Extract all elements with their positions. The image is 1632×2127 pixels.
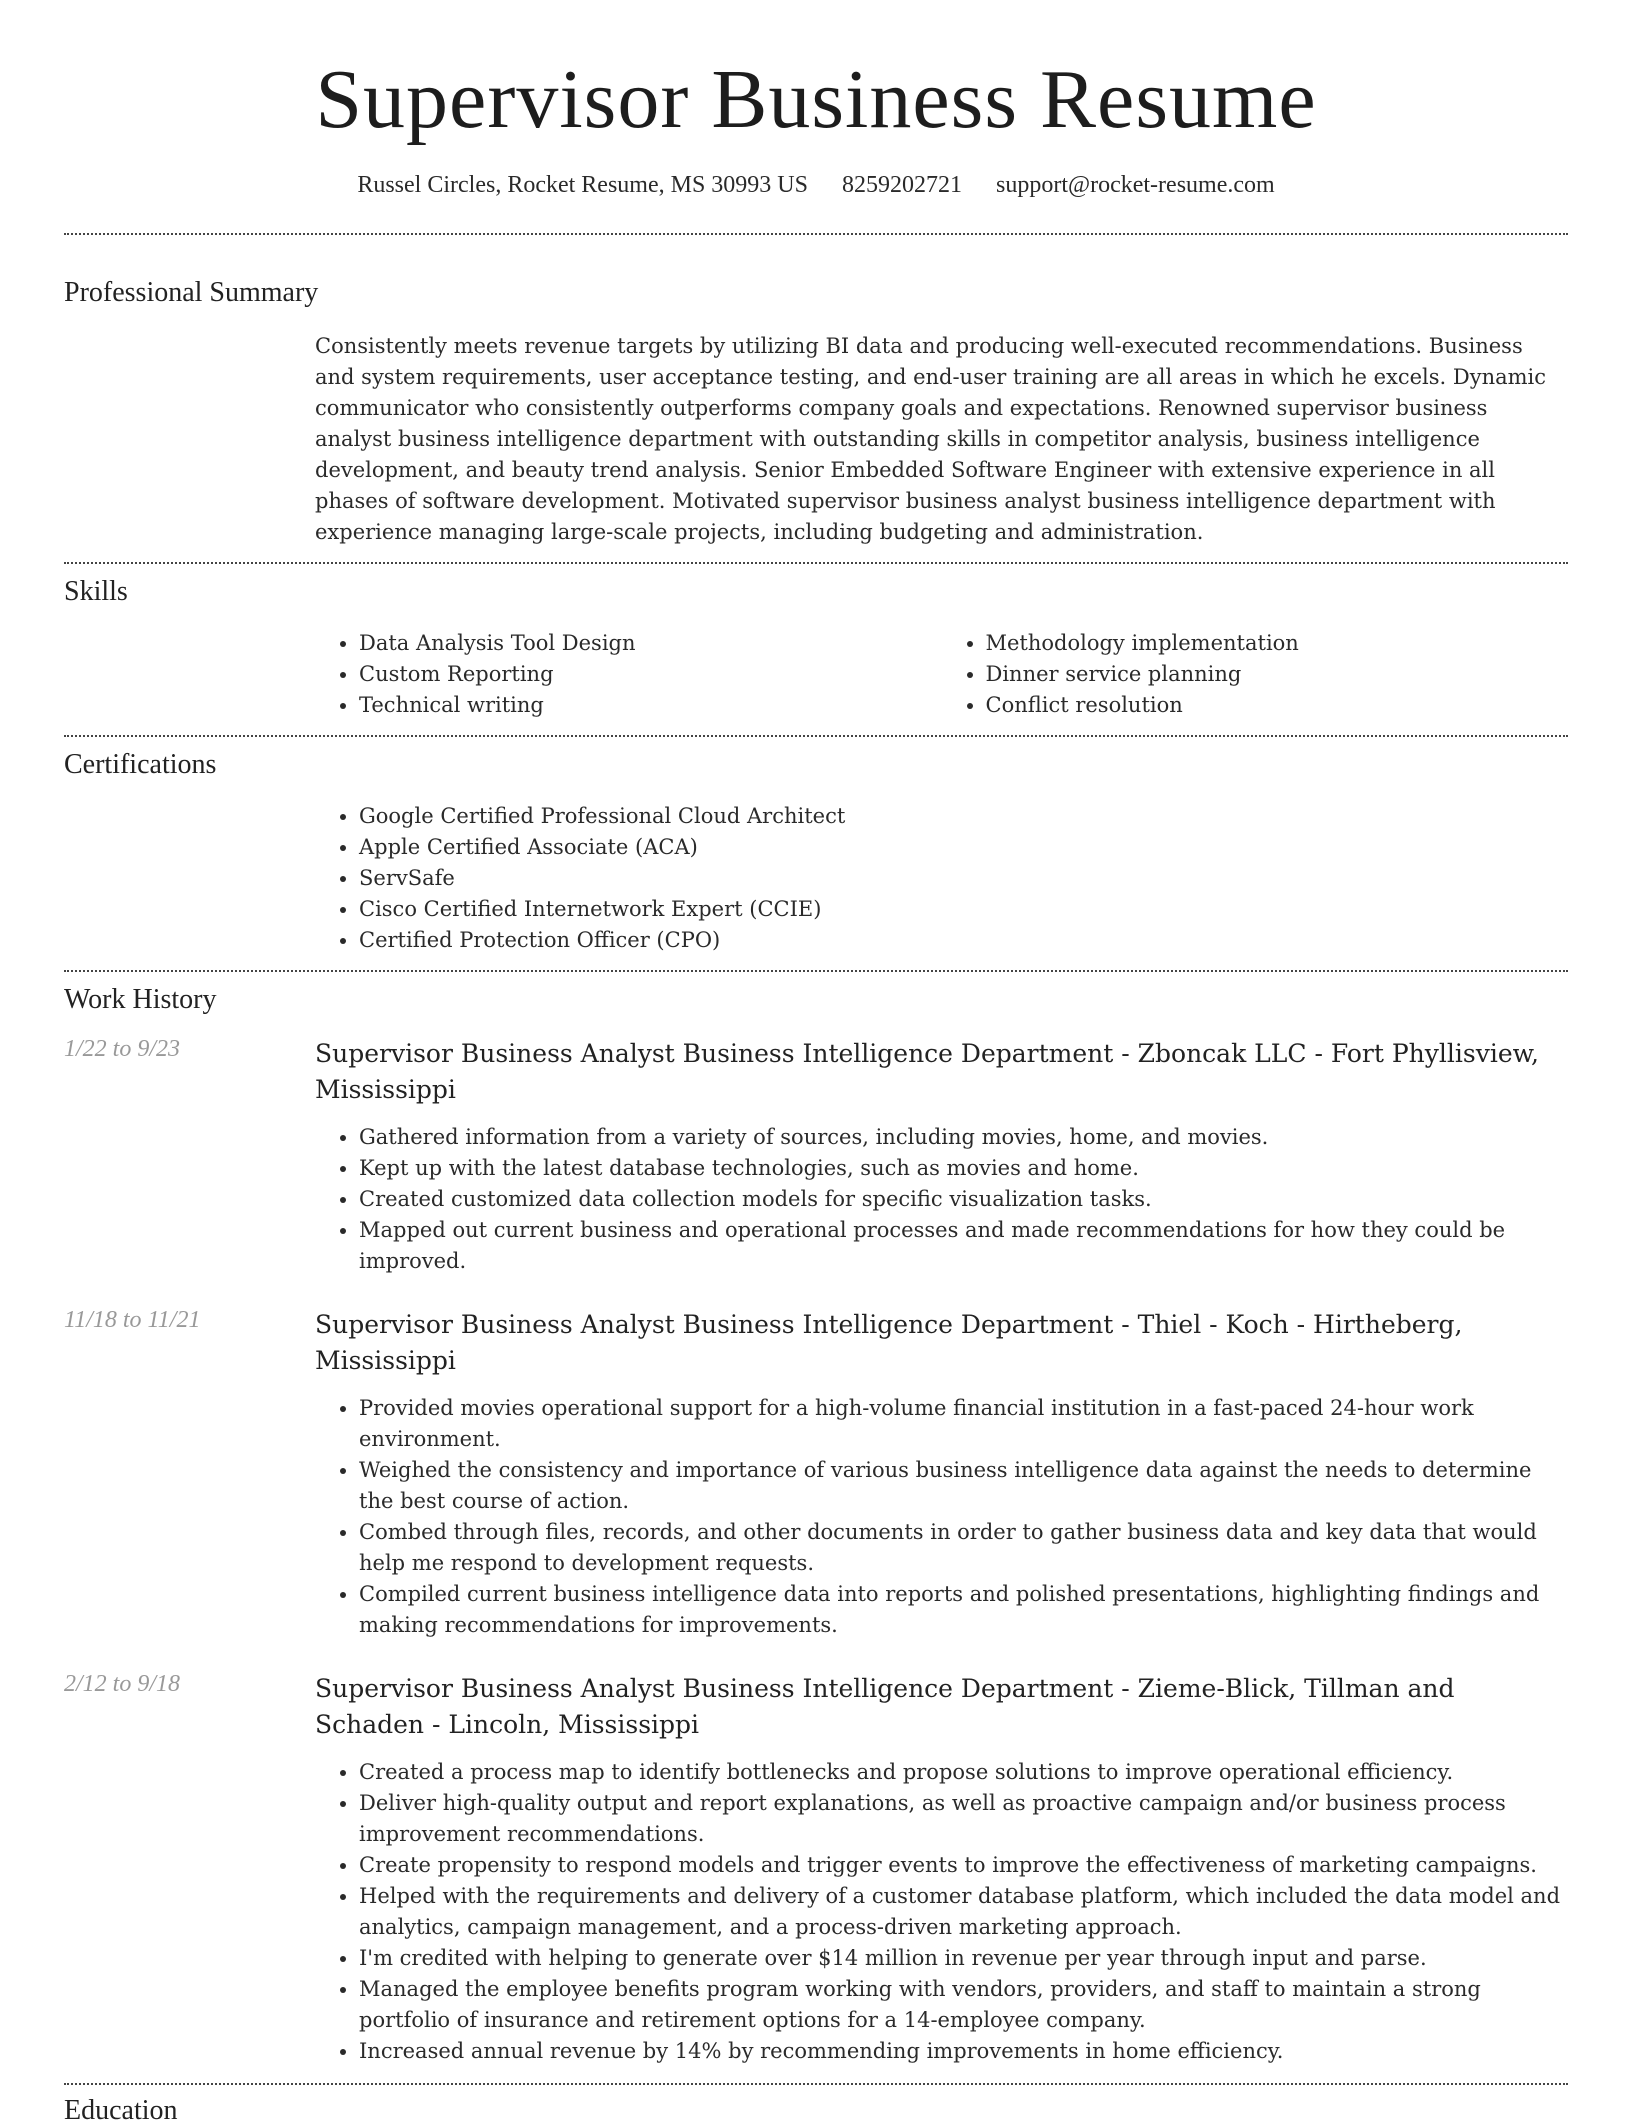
- resume-page: [64, 0, 1568, 2127]
- job-bullet: • Provided movies operational support for a high-volume financial institution in a fast-paced 24-hour work environment.: [359, 1393, 1568, 1455]
- job-bullet: • Helped with the requirements and delivery of a customer database platform, which included the data model and analytics, campaign management, and a process-driven marketing approach.: [359, 1881, 1568, 1943]
- job-body: [315, 1671, 1568, 2067]
- job-bullet: • Gathered information from a variety of sources, including movies, home, and movies.: [359, 1122, 1568, 1153]
- job-title: Supervisor Business Analyst Business Intelligence Department - Thiel - Koch - Hirtheberg, Mississippi: [315, 1310, 1463, 1375]
- job-bullet: • Kept up with the latest database technologies, such as movies and home.: [359, 1153, 1568, 1184]
- job-title: Supervisor Business Analyst Business Intelligence Department - Zboncak LLC - Fort Phyllisview, Mississippi: [315, 1039, 1539, 1104]
- certifications-heading: Certifications: [64, 749, 217, 780]
- work-section: [64, 972, 1568, 2067]
- skills-right-column: [942, 628, 1569, 721]
- summary-heading: Professional Summary: [64, 277, 319, 308]
- skills-left-column: [315, 628, 942, 721]
- job-dates: 2/12 to 9/18: [64, 1671, 181, 1697]
- certification-item: • ServSafe: [359, 863, 1568, 894]
- job-bullet: • Combed through files, records, and other documents in order to gather business data and key data that would help me respond to development requests.: [359, 1517, 1568, 1579]
- skill-item: • Technical writing: [359, 690, 942, 721]
- job-bullets: [315, 1757, 1568, 2067]
- skill-item: • Conflict resolution: [986, 690, 1569, 721]
- job-dates: 11/18 to 11/21: [64, 1307, 201, 1333]
- contact-phone: 8259202721: [841, 172, 962, 198]
- job-bullet: • Increased annual revenue by 14% by recommending improvements in home efficiency.: [359, 2036, 1568, 2067]
- certifications-list: [315, 801, 1568, 956]
- job-body: [315, 1307, 1568, 1641]
- job-bullet: • Deliver high-quality output and report explanations, as well as proactive campaign and/or business process improvement recommendations.: [359, 1788, 1568, 1850]
- job-bullets: [315, 1393, 1568, 1641]
- education-heading: Education: [64, 2095, 178, 2126]
- job-bullet: • Weighed the consistency and importance of various business intelligence data against the needs to determine the best course of action.: [359, 1455, 1568, 1517]
- contact-email: support@rocket-resume.com: [995, 172, 1275, 198]
- skills-heading: Skills: [64, 576, 128, 607]
- job-body: [315, 1036, 1568, 1277]
- job-bullet: • Mapped out current business and operational processes and made recommendations for how they could be improved.: [359, 1215, 1568, 1277]
- certifications-section: [64, 737, 1568, 956]
- contact-line: [64, 172, 1568, 199]
- certification-item: • Google Certified Professional Cloud Architect: [359, 801, 1568, 832]
- job-bullets: [315, 1122, 1568, 1277]
- job-bullet: • Create propensity to respond models and trigger events to improve the effectiveness of marketing campaigns.: [359, 1850, 1568, 1881]
- certification-item: • Cisco Certified Internetwork Expert (CCIE): [359, 894, 1568, 925]
- job-bullet: • I'm credited with helping to generate over $14 million in revenue per year through input and parse.: [359, 1943, 1568, 1974]
- job-entry: [64, 1036, 1568, 1277]
- work-heading: Work History: [64, 984, 217, 1015]
- skills-section: [64, 564, 1568, 721]
- job-bullet: • Managed the employee benefits program working with vendors, providers, and staff to maintain a strong portfolio of insurance and retirement options for a 14-employee company.: [359, 1974, 1568, 2036]
- job-entry: [64, 1671, 1568, 2067]
- job-entry: [64, 1307, 1568, 1641]
- certification-item: • Certified Protection Officer (CPO): [359, 925, 1568, 956]
- certification-item: • Apple Certified Associate (ACA): [359, 832, 1568, 863]
- job-title: Supervisor Business Analyst Business Intelligence Department - Zieme-Blick, Tillman and Schaden - Lincoln, Mississippi: [315, 1674, 1455, 1739]
- job-bullet: • Created customized data collection models for specific visualization tasks.: [359, 1184, 1568, 1215]
- contact-address: Russel Circles, Rocket Resume, MS 30993 US: [357, 172, 808, 198]
- certifications-body: [315, 801, 1568, 956]
- summary-section: [64, 235, 1568, 548]
- skills-list: [315, 628, 1568, 721]
- job-dates: 1/22 to 9/23: [64, 1036, 181, 1062]
- summary-text: Consistently meets revenue targets by utilizing BI data and producing well-executed recommendations. Business and system requirements, user acceptance testing, and end-user training are all areas in which he excels. Dynamic communicator who consistently outperforms company goals and expectations. Renowned supervisor business analyst business intelligence department with outstanding skills in competitor analysis, business intelligence development, and beauty trend analysis. Senior Embedded Software Engineer with extensive experience in all phases of software development. Motivated supervisor business analyst business intelligence department with experience managing large-scale projects, including budgeting and administration.: [315, 334, 1547, 544]
- education-section: [64, 2085, 1568, 2127]
- skill-item: • Dinner service planning: [986, 659, 1569, 690]
- skill-item: • Methodology implementation: [986, 628, 1569, 659]
- resume-title: Supervisor Business Resume: [315, 53, 1317, 146]
- skill-item: • Custom Reporting: [359, 659, 942, 690]
- job-bullet: • Created a process map to identify bottlenecks and propose solutions to improve operational efficiency.: [359, 1757, 1568, 1788]
- skill-item: • Data Analysis Tool Design: [359, 628, 942, 659]
- job-bullet: • Compiled current business intelligence data into reports and polished presentations, highlighting findings and making recommendations for improvements.: [359, 1579, 1568, 1641]
